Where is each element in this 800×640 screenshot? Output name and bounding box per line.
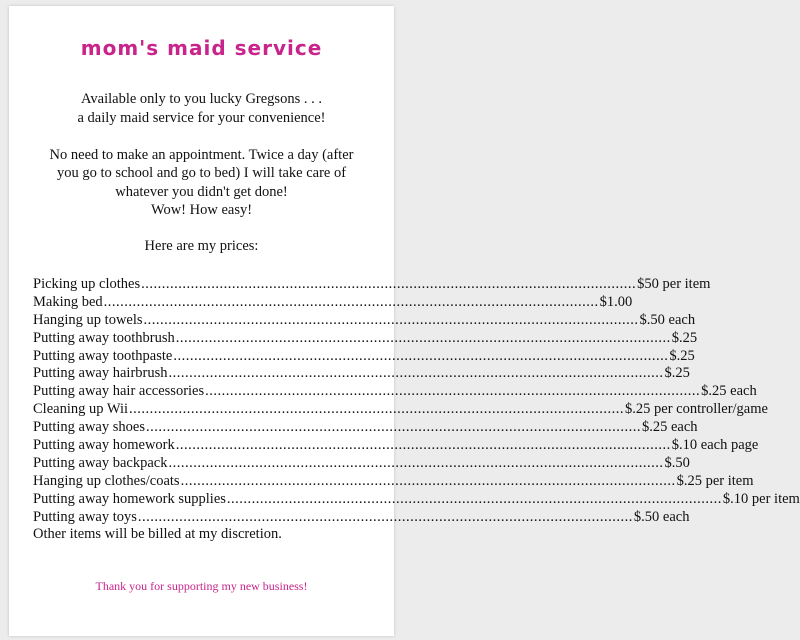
price-row — [33, 293, 633, 312]
leader-dots: ........................................................................................................................ — [205, 383, 701, 400]
intro-line: you go to school and go to bed) I will take care of — [56, 165, 347, 181]
thank-you-message: Thank you for supporting my new business! — [95, 579, 308, 593]
price-value: $.50 — [664, 454, 690, 471]
price-row — [33, 437, 759, 455]
price-value: $.25 per item — [676, 472, 754, 489]
price-item: Putting away homework — [33, 437, 175, 454]
price-item: Putting away shoes — [33, 419, 145, 436]
price-item: Making bed — [33, 293, 103, 310]
price-row — [33, 472, 754, 491]
price-value: $.25 — [669, 347, 695, 364]
leader-dots: ........................................................................................................................ — [168, 365, 664, 382]
leader-dots: ........................................................................................................................ — [168, 454, 664, 471]
intro-line: Wow! How easy! — [150, 202, 253, 218]
leader-dots: ........................................................................................................................ — [143, 311, 639, 328]
price-value: $1.00 — [599, 293, 633, 310]
leader-dots: ........................................................................................................................ — [173, 347, 669, 364]
price-item: Hanging up towels — [33, 311, 143, 328]
price-row — [33, 401, 768, 419]
price-item: Putting away backpack — [33, 454, 168, 471]
price-value: $.50 each — [633, 508, 690, 525]
leader-dots: ........................................................................................................................ — [129, 401, 625, 418]
price-row — [33, 419, 698, 437]
intro-line: Available only to you lucky Gregsons . . . — [81, 91, 322, 107]
price-row — [33, 454, 690, 473]
price-item: Picking up clothes — [33, 276, 141, 292]
intro-spacer — [9, 127, 394, 146]
price-item: Putting away toys — [33, 508, 137, 525]
price-row — [33, 508, 690, 527]
price-item: Putting away hairbrush — [33, 365, 168, 382]
leader-dots: ........................................................................................................................ — [145, 419, 641, 436]
price-row — [33, 490, 800, 509]
billing-footnote: Other items will be billed at my discretion. — [33, 526, 282, 543]
price-value: $50 per item — [637, 276, 711, 292]
flyer-title: mom's maid service — [80, 36, 323, 60]
price-row — [33, 329, 698, 348]
leader-dots: ........................................................................................................................ — [141, 276, 637, 292]
leader-dots: ........................................................................................................................ — [226, 490, 722, 507]
price-row — [33, 383, 757, 401]
price-row — [33, 365, 690, 383]
price-row — [33, 347, 695, 366]
price-item: Putting away toothpaste — [33, 347, 173, 364]
prices-heading: Here are my prices: — [144, 238, 259, 254]
price-value: $.50 each — [639, 311, 696, 328]
leader-dots: ........................................................................................................................ — [103, 293, 599, 310]
price-row — [33, 276, 711, 294]
intro-text — [9, 90, 394, 220]
price-value: $.10 per item — [722, 490, 800, 507]
price-item: Putting away toothbrush — [33, 329, 175, 346]
price-item: Cleaning up Wii — [33, 401, 129, 418]
price-value: $.25 each — [701, 383, 757, 400]
price-item: Hanging up clothes/coats — [33, 472, 180, 489]
flyer-sheet — [9, 6, 800, 636]
intro-line: a daily maid service for your convenience! — [77, 109, 326, 126]
leader-dots: ........................................................................................................................ — [180, 472, 676, 489]
price-item: Putting away homework supplies — [33, 490, 226, 507]
price-value: $.25 per controller/game — [625, 401, 768, 418]
price-row — [33, 311, 696, 330]
intro-line: whatever you didn't get done! — [115, 183, 288, 200]
leader-dots: ........................................................................................................................ — [137, 508, 633, 525]
leader-dots: ........................................................................................................................ — [175, 437, 671, 454]
price-item: Putting away hair accessories — [33, 383, 205, 400]
price-value: $.25 — [664, 365, 690, 382]
leader-dots: ........................................................................................................................ — [175, 329, 671, 346]
intro-line: No need to make an appointment. Twice a day (after — [49, 146, 354, 163]
price-list — [33, 276, 800, 544]
price-value: $.10 each page — [671, 437, 759, 454]
price-value: $.25 — [671, 329, 698, 346]
price-value: $.25 each — [641, 419, 698, 436]
